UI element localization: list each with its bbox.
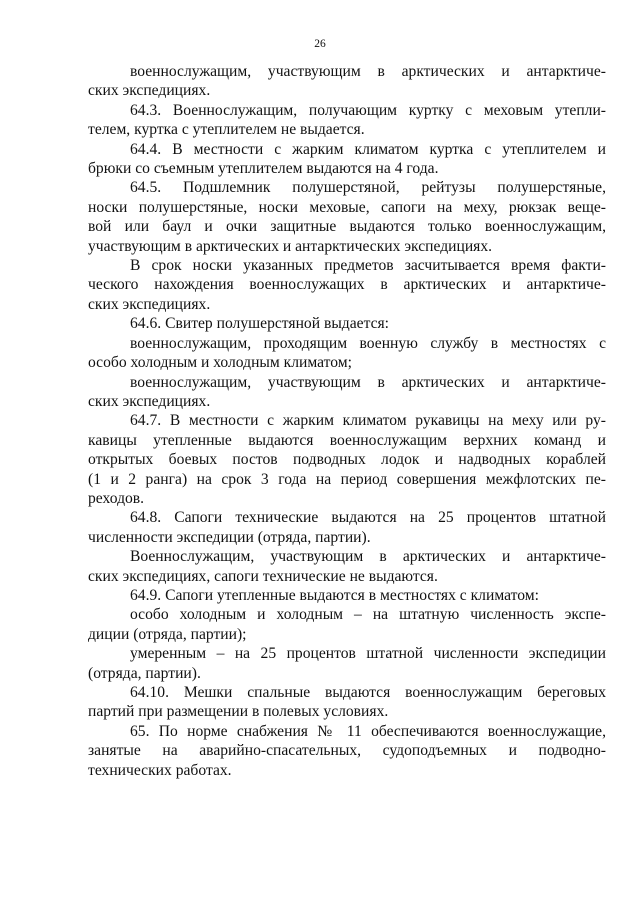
text-line: участвующим в арктических и антарктических экспедициях. xyxy=(88,237,493,255)
paragraph xyxy=(88,411,606,508)
text-line: телем, куртка с утеплителем не выдается. xyxy=(88,121,365,139)
text-line: 64.9. Сапоги утепленные выдаются в местностях с климатом: xyxy=(130,586,539,604)
paragraph xyxy=(88,586,606,605)
paragraph xyxy=(88,644,606,683)
paragraph xyxy=(88,140,606,179)
paragraph xyxy=(88,178,606,256)
text-line: 64.10. Мешки спальные выдаются военнослужащим береговых xyxy=(130,684,606,701)
text-line: занятые на аварийно-спасательных, судоподъемных и подводно- xyxy=(88,742,606,760)
text-line: ских экспедициях. xyxy=(88,295,211,313)
paragraph xyxy=(88,683,606,722)
text-line: Военнослужащим, участвующим в арктических и антарктиче- xyxy=(130,548,606,566)
text-line: 64.5. Подшлемник полушерстяной, рейтузы полушерстяные, xyxy=(130,179,606,197)
text-line: вой или баул и очки защитные выдаются только военнослужащим, xyxy=(88,218,606,236)
paragraph xyxy=(88,256,606,314)
paragraph xyxy=(88,722,606,780)
text-line: 64.7. В местности с жарким климатом рукавицы на меху или ру- xyxy=(130,412,606,430)
text-line: ских экспедициях. xyxy=(88,82,211,100)
text-line: открытых боевых постов подводных лодок и надводных кораблей xyxy=(88,451,606,469)
document-body xyxy=(88,62,606,780)
text-line: 64.3. Военнослужащим, получающим куртку с меховым утепли- xyxy=(130,101,606,119)
text-line: реходов. xyxy=(88,489,145,507)
paragraph xyxy=(88,62,606,101)
paragraph xyxy=(88,605,606,644)
text-line: 64.8. Сапоги технические выдаются на 25 процентов штатной xyxy=(130,509,606,527)
text-line: особо холодным и холодным климатом; xyxy=(88,354,352,372)
text-line: диции (отряда, партии); xyxy=(88,625,247,643)
text-line: военнослужащим, участвующим в арктических и антарктиче- xyxy=(130,373,606,391)
paragraph xyxy=(88,101,606,140)
text-line: умеренным – на 25 процентов штатной численности экспедиции xyxy=(130,645,606,663)
text-line: носки полушерстяные, носки меховые, сапоги на меху, рюкзак веще- xyxy=(88,198,606,216)
paragraph xyxy=(88,508,606,547)
text-line: В срок носки указанных предметов засчитывается время факти- xyxy=(130,257,606,275)
text-line: ских экспедициях. xyxy=(88,392,211,410)
text-line: технических работах. xyxy=(88,761,232,779)
text-line: (отряда, партии). xyxy=(88,664,201,682)
text-line: 64.4. В местности с жарким климатом куртка с утеплителем и xyxy=(130,140,606,158)
text-line: брюки со съемным утеплителем выдаются на 4 года. xyxy=(88,160,439,178)
paragraph xyxy=(88,314,606,333)
text-line: ческого нахождения военнослужащих в арктических и антарктиче- xyxy=(88,276,606,294)
text-line: (1 и 2 ранга) на срок 3 года на период совершения межфлотских пе- xyxy=(88,470,606,488)
text-line: особо холодным и холодным – на штатную численность экспе- xyxy=(130,606,606,624)
paragraph xyxy=(88,334,606,373)
text-line: 65. По норме снабжения № 11 обеспечиваются военнослужащие, xyxy=(130,722,606,740)
paragraph xyxy=(88,373,606,412)
text-line: кавицы утепленные выдаются военнослужащим верхних команд и xyxy=(88,431,606,449)
text-line: 64.6. Свитер полушерстяной выдается: xyxy=(130,315,390,333)
page-number: 26 xyxy=(314,38,326,50)
text-line: партий при размещении в полевых условиях. xyxy=(88,703,389,721)
text-line: военнослужащим, участвующим в арктических и антарктиче- xyxy=(130,63,606,80)
paragraph xyxy=(88,547,606,586)
text-line: военнослужащим, проходящим военную службу в местностях с xyxy=(130,334,606,352)
text-line: численности экспедиции (отряда, партии). xyxy=(88,528,371,546)
text-line: ских экспедициях, сапоги технические не выдаются. xyxy=(88,567,438,585)
